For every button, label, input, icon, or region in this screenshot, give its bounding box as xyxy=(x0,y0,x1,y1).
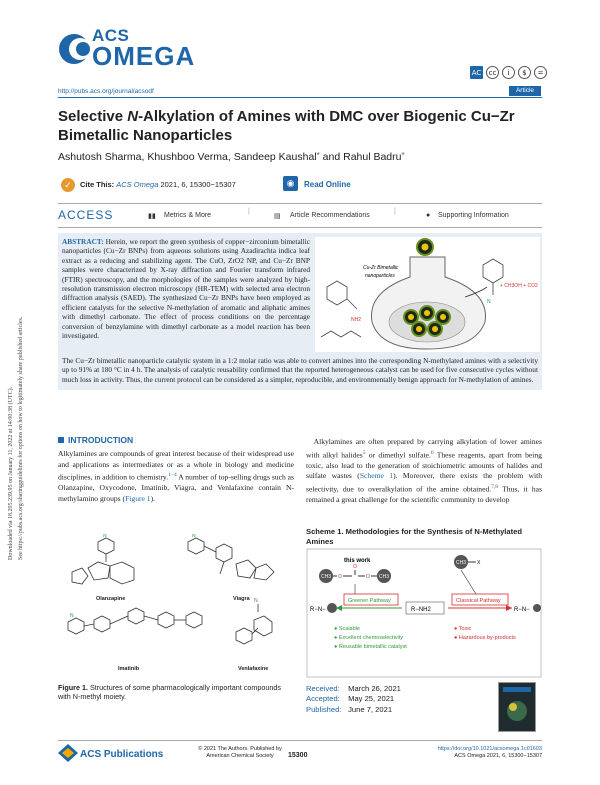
text-run: or dimethyl sulfate. xyxy=(365,450,431,460)
pro-item: ● Reusable bimetallic catalyst xyxy=(334,644,407,650)
drug-label: Imatinib xyxy=(118,666,140,672)
author-name[interactable]: Sandeep Kaushal xyxy=(233,151,317,163)
figure-1-caption xyxy=(58,683,294,702)
acs-publications-logo-icon xyxy=(58,744,78,762)
journal-url[interactable]: http://pubs.acs.org/journal/acsodf xyxy=(58,88,154,95)
cite-details: 2021, 6, 15300−15307 xyxy=(160,180,236,189)
copyright-line: American Chemical Society xyxy=(206,752,274,759)
abstract-text xyxy=(62,237,310,340)
methyl-label: CH3 xyxy=(379,574,390,580)
corresponding-star-icon[interactable]: * xyxy=(316,151,320,160)
doi-link[interactable]: https://doi.org/10.1021/acsomega.1c01603 xyxy=(437,746,542,752)
drug-label: Viagra xyxy=(233,596,250,602)
svg-text:O: O xyxy=(338,574,342,580)
accepted-label: Accepted: xyxy=(306,694,340,704)
svg-text:N: N xyxy=(70,613,74,619)
open-access-icon[interactable]: AC xyxy=(470,66,483,79)
ref-link[interactable]: 7,8 xyxy=(491,483,499,490)
cite-journal: ACS Omega xyxy=(116,180,159,189)
access-label: ACCESS xyxy=(58,208,114,222)
caption-label: Figure 1. xyxy=(58,683,88,692)
cc-icon[interactable]: cc xyxy=(486,66,499,79)
greener-pathway-label: Greener Pathway xyxy=(348,598,391,604)
received-date: March 26, 2021 xyxy=(348,684,401,693)
text-run: Alkylamines are compounds of great interest because of their widespread use and applications as intermediates or as a whole in biology and medicine disciplines, in addition to chemistry. xyxy=(58,449,294,482)
product-amine: R−N− xyxy=(310,607,326,613)
author-name[interactable]: Rahul Badru xyxy=(343,151,402,163)
toc-label: nanoparticles xyxy=(365,273,395,279)
recommendations-link[interactable]: Article Recommendations xyxy=(290,212,370,219)
intro-left-paragraph xyxy=(58,449,294,505)
license-icons xyxy=(470,66,547,79)
drug-label: Venlafaxine xyxy=(238,666,269,672)
cite-this[interactable] xyxy=(80,180,236,189)
intro-right-paragraph xyxy=(306,437,542,506)
svg-text:N: N xyxy=(487,299,491,305)
supporting-info-link[interactable]: Supporting Information xyxy=(438,212,509,219)
page-title: Selective N-Alkylation of Amines with DMC over Biogenic Cu−Zr Bimetallic Nanoparticles xyxy=(58,108,515,144)
published-label: Published: xyxy=(306,704,342,714)
accepted-date: May 25, 2021 xyxy=(348,694,395,704)
author-name[interactable]: Ashutosh Sharma xyxy=(58,151,142,163)
ref-link[interactable]: 5 xyxy=(362,449,366,456)
page-number: 15300 xyxy=(288,752,308,759)
text-run: ). Moreover, there exists the problem with selectivity, due to overalkylation of the amine obtained. xyxy=(306,471,543,494)
metrics-link[interactable]: Metrics & More xyxy=(164,212,212,219)
abstract-text-continued: The Cu−Zr bimetallic nanoparticle catalytic system in a 1:2 molar ratio was able to convert amines into the corresponding N-methylated amines with a selectivity up to 91% at 180 °C in 4 h. The analysis of catalytic reusability confirmed that the reported heterogeneous catalyst can be used for five consecutive cycles without much loss in activity. Thus, the current protocol can be considered as a simpler, reproducible, and environmentally benign approach for N-methylation of amines. xyxy=(62,356,538,384)
footer-citation xyxy=(420,746,542,759)
svg-text:N: N xyxy=(103,534,107,539)
author-list: Ashutosh Sharma, Khushboo Verma, Sandeep Kaushal* and Rahul Badru* xyxy=(58,151,405,163)
caption-text: Structures of some pharmacologically important compounds with N-methyl moiety. xyxy=(58,683,281,702)
amine-reagent: R−NH2 xyxy=(411,607,431,613)
pro-item: ● Scalable xyxy=(334,626,360,632)
ref-link[interactable]: 1−4 xyxy=(168,472,177,479)
publisher-name[interactable]: ACS Publications xyxy=(80,749,164,760)
corresponding-star-icon[interactable]: * xyxy=(401,151,405,160)
divider xyxy=(58,227,542,228)
side-note-line: See https://pubs.acs.org/sharingguidelines for options on how to legitimately share published articles. xyxy=(18,316,24,560)
download-side-note xyxy=(8,230,38,560)
cite-icon[interactable]: ✓ xyxy=(61,178,75,192)
toc-label: Cu-Zr Bimetallic xyxy=(363,265,399,271)
side-note-line: Downloaded via 18.205.239.95 on January 11, 2022 at 14:00:38 (UTC). xyxy=(8,386,14,560)
author-name[interactable]: Khushboo Verma xyxy=(147,151,228,163)
pro-item: ● Excellent chemoselectivity xyxy=(334,635,404,641)
logo-acs-text: ACS xyxy=(92,26,130,45)
metrics-icon[interactable]: ▮▮ xyxy=(148,213,156,220)
journal-cover-thumbnail[interactable] xyxy=(498,682,536,732)
methyl-label: CH3 xyxy=(456,560,467,566)
article-tag: Article xyxy=(509,86,541,96)
citation-line: ACS Omega 2021, 6, 15300−15307 xyxy=(454,752,542,759)
copyright-notice xyxy=(190,746,290,759)
copyright-line: © 2021 The Authors. Published by xyxy=(198,746,282,752)
drug-label: Olanzapine xyxy=(96,596,126,602)
svg-text:N: N xyxy=(254,598,258,604)
footer-rule xyxy=(58,740,542,741)
header-rule xyxy=(58,97,542,98)
separator: | xyxy=(394,208,396,215)
figure-link[interactable]: Figure 1 xyxy=(125,493,151,503)
ref-link[interactable]: 6 xyxy=(430,449,434,456)
section-marker xyxy=(58,437,64,443)
svg-text:NH2: NH2 xyxy=(351,317,362,323)
by-icon[interactable]: i xyxy=(502,66,515,79)
read-online-button[interactable]: Read Online xyxy=(304,180,351,189)
read-online-icon[interactable]: ◉ xyxy=(283,176,298,191)
con-item: ● Hazardous by-products xyxy=(454,635,516,641)
document-icon[interactable]: ▤ xyxy=(274,213,281,220)
section-heading: INTRODUCTION xyxy=(68,435,134,445)
text-run: ). xyxy=(150,493,156,503)
product-amine: R−N− xyxy=(514,607,530,613)
text-run: Alkylamines are often prepared by carrying alkylation of lower amines with alkyl halides xyxy=(306,437,542,460)
supporting-icon[interactable]: ● xyxy=(426,212,431,219)
classical-pathway-label: Classical Pathway xyxy=(456,598,501,604)
text-run: These reagents, apart from being toxic, also lead to the generation of stoichiometric amounts of halides and sulfate wastes ( xyxy=(306,450,542,481)
this-work-label: this work xyxy=(344,558,371,564)
halide-label: X xyxy=(477,560,481,566)
svg-text:O: O xyxy=(353,564,357,570)
cite-label: Cite This: xyxy=(80,180,115,189)
received-label: Received: xyxy=(306,684,340,693)
abstract-text-left: Herein, we report the green synthesis of copper−zirconium bimetallic nanoparticles (Cu−Zr BNPs) from aqueous solutions using Azadirachta indica leaf extract as a reducing and stabilizing agent. The CuO, ZrO2 NP, and Cu−Zr BNP samples were characterized by X-ray diffraction and Fourier transform infrared (FTIR) spectroscopy, and the morphologies of the samples were analyzed by high-resolution transmission electron microscopy (HR-TEM) with selected area electron diffraction analysis (SAED). The synthesized Cu−Zr BNPs have been employed as efficient catalysts for the selective N-methylation of aromatic and aliphatic amines with dimethyl carbonate. The effect of process conditions on the percentage conversion of benzylamine with dimethyl carbonate as a model reaction has been investigated. xyxy=(62,237,310,341)
separator: | xyxy=(248,208,250,215)
logo-omega-text: OMEGA xyxy=(92,41,196,71)
con-item: ● Toxic xyxy=(454,626,472,632)
divider xyxy=(58,203,542,204)
scheme-1-graphic xyxy=(306,548,542,678)
article-dates xyxy=(306,684,401,715)
svg-text:O: O xyxy=(366,574,370,580)
text-run: Thus, it has remained a great challenge for the scientific community to develop xyxy=(306,484,542,505)
abstract-label: ABSTRACT: xyxy=(62,237,104,246)
published-date: June 7, 2021 xyxy=(348,704,393,714)
toc-graphic xyxy=(315,237,540,352)
svg-text:N: N xyxy=(192,534,196,539)
toc-products: + CH3OH + CO2 xyxy=(500,283,538,289)
methyl-label: CH3 xyxy=(321,574,332,580)
nc-icon[interactable]: $ xyxy=(518,66,531,79)
scheme-1-title: Scheme 1. Methodologies for the Synthesis of N-Methylated Amines xyxy=(306,527,523,546)
scheme-link[interactable]: Scheme 1 xyxy=(359,471,394,481)
figure-1-structures xyxy=(58,534,294,679)
text-run: A number of top-selling drugs such as Olanzapine, Oxycodone, Imatinib, Viagra, and Venlafaxine contain N-methylamino groups ( xyxy=(58,472,294,503)
nd-icon[interactable]: = xyxy=(534,66,547,79)
